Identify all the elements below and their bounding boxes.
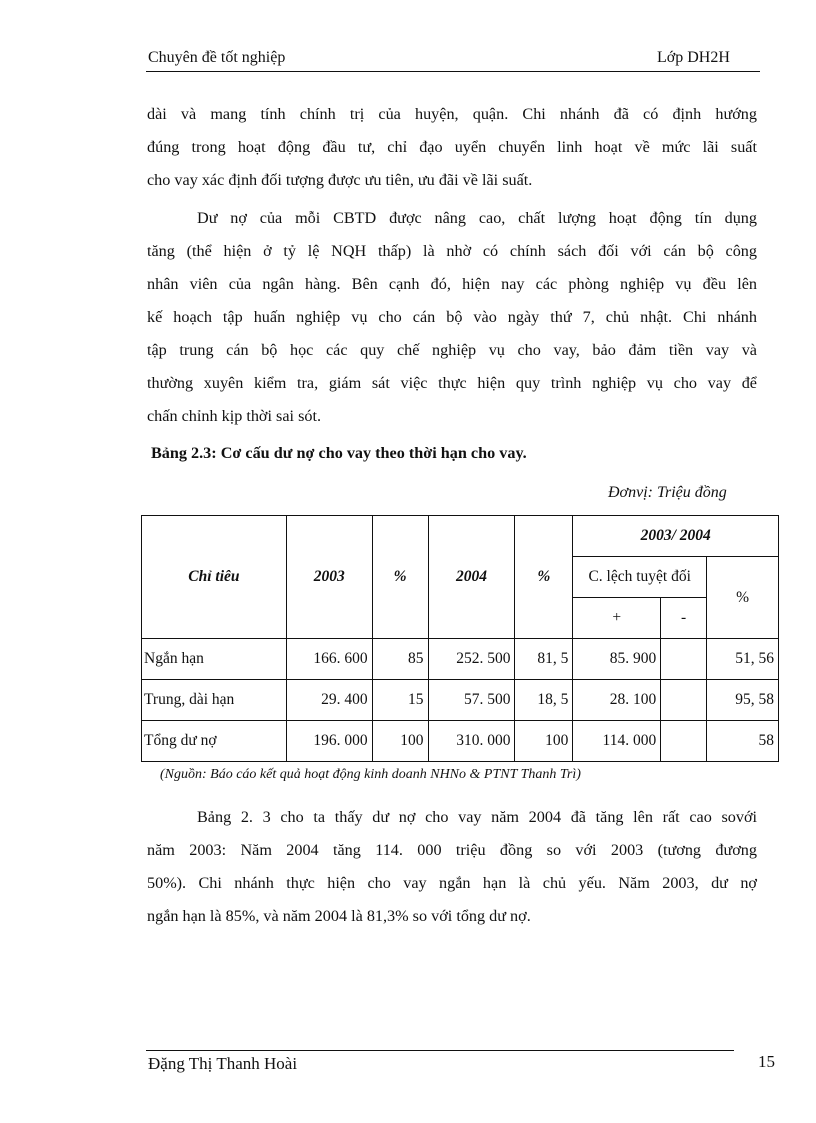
footer-author: Đặng Thị Thanh Hoài (148, 1054, 298, 1073)
header-class: Lớp DH2H (657, 49, 730, 66)
percent-2004: 100 (515, 721, 573, 762)
header-percent-change: % (707, 557, 779, 639)
value-2003: 166. 600 (286, 639, 372, 680)
percent-change: 58 (707, 721, 779, 762)
header-minus: - (661, 598, 707, 639)
table-row (142, 721, 779, 762)
page-number: 15 (758, 1052, 775, 1071)
header-percent-2004: % (515, 516, 573, 639)
paragraph-line: tăng (thể hiện ở tỷ lệ NQH thấp) là nhờ có chính sách đối với cán bộ công (147, 242, 757, 260)
header-compare: 2003/ 2004 (573, 516, 779, 557)
value-2004: 310. 000 (428, 721, 515, 762)
paragraph-line: dài và mang tính chính trị của huyện, quận. Chi nhánh đã có định hướng (147, 105, 757, 123)
paragraph-2 (147, 202, 757, 433)
paragraph-3 (147, 801, 757, 933)
paragraph-line: chấn chỉnh kịp thời sai sót. (147, 407, 322, 425)
value-2003: 29. 400 (286, 680, 372, 721)
table-row (142, 680, 779, 721)
percent-2004: 18, 5 (515, 680, 573, 721)
diff-plus: 85. 900 (573, 639, 661, 680)
value-2004: 252. 500 (428, 639, 515, 680)
paragraph-line: Dư nợ của mỗi CBTD được nâng cao, chất lượng hoạt động tín dụng (197, 209, 757, 227)
paragraph-line: năm 2003: Năm 2004 tăng 114. 000 triệu đồng so với 2003 (tương đương (147, 841, 757, 859)
row-label: Ngắn hạn (142, 639, 287, 680)
percent-2003: 100 (372, 721, 428, 762)
paragraph-line: Bảng 2. 3 cho ta thấy dư nợ cho vay năm 2004 đã tăng lên rất cao sovới (197, 808, 757, 826)
diff-plus: 114. 000 (573, 721, 661, 762)
percent-2004: 81, 5 (515, 639, 573, 680)
loan-structure-table (141, 515, 779, 762)
diff-minus (661, 639, 707, 680)
table-title: Bảng 2.3: Cơ cấu dư nợ cho vay theo thời hạn cho vay. (151, 444, 527, 462)
header-abs-diff: C. lệch tuyệt đối (573, 557, 707, 598)
paragraph-line: cho vay xác định đối tượng được ưu tiên, ưu đãi về lãi suất. (147, 171, 533, 189)
paragraph-line: tập trung cán bộ học các quy chế nghiệp vụ cho vay, bảo đảm tiền vay và (147, 341, 757, 359)
header-plus: + (573, 598, 661, 639)
table-source: (Nguồn: Báo cáo kết quả hoạt động kinh doanh NHNo & PTNT Thanh Trì) (160, 767, 581, 782)
paragraph-line: thường xuyên kiểm tra, giám sát việc thực hiện quy trình nghiệp vụ cho vay để (147, 374, 757, 392)
paragraph-line: kế hoạch tập huấn nghiệp vụ cho cán bộ vào ngày thứ 7, chủ nhật. Chi nhánh (147, 308, 757, 326)
value-2004: 57. 500 (428, 680, 515, 721)
value-2003: 196. 000 (286, 721, 372, 762)
header-2003: 2003 (286, 516, 372, 639)
paragraph-1 (147, 98, 757, 197)
table-unit: Đơnvị: Triệu đồng (608, 484, 727, 501)
percent-change: 51, 56 (707, 639, 779, 680)
paragraph-line: nhân viên của ngân hàng. Bên cạnh đó, hiện nay các phòng nghiệp vụ đều lên (147, 275, 757, 293)
paragraph-line: 50%). Chi nhánh thực hiện cho vay ngắn hạn là chủ yếu. Năm 2003, dư nợ (147, 874, 757, 892)
percent-2003: 15 (372, 680, 428, 721)
paragraph-line: đúng trong hoạt động đầu tư, chỉ đạo uyển chuyển linh hoạt về mức lãi suất (147, 138, 757, 156)
header-rule (146, 71, 760, 72)
percent-change: 95, 58 (707, 680, 779, 721)
diff-plus: 28. 100 (573, 680, 661, 721)
row-label: Trung, dài hạn (142, 680, 287, 721)
footer-rule (146, 1050, 734, 1051)
header-2004: 2004 (428, 516, 515, 639)
header-title: Chuyên đề tốt nghiệp (148, 49, 286, 66)
row-label: Tổng dư nợ (142, 721, 287, 762)
diff-minus (661, 680, 707, 721)
header-percent-2003: % (372, 516, 428, 639)
header-chi-tieu: Chỉ tiêu (142, 516, 287, 639)
table-row (142, 639, 779, 680)
percent-2003: 85 (372, 639, 428, 680)
diff-minus (661, 721, 707, 762)
paragraph-line: ngắn hạn là 85%, và năm 2004 là 81,3% so với tổng dư nợ. (147, 907, 531, 925)
